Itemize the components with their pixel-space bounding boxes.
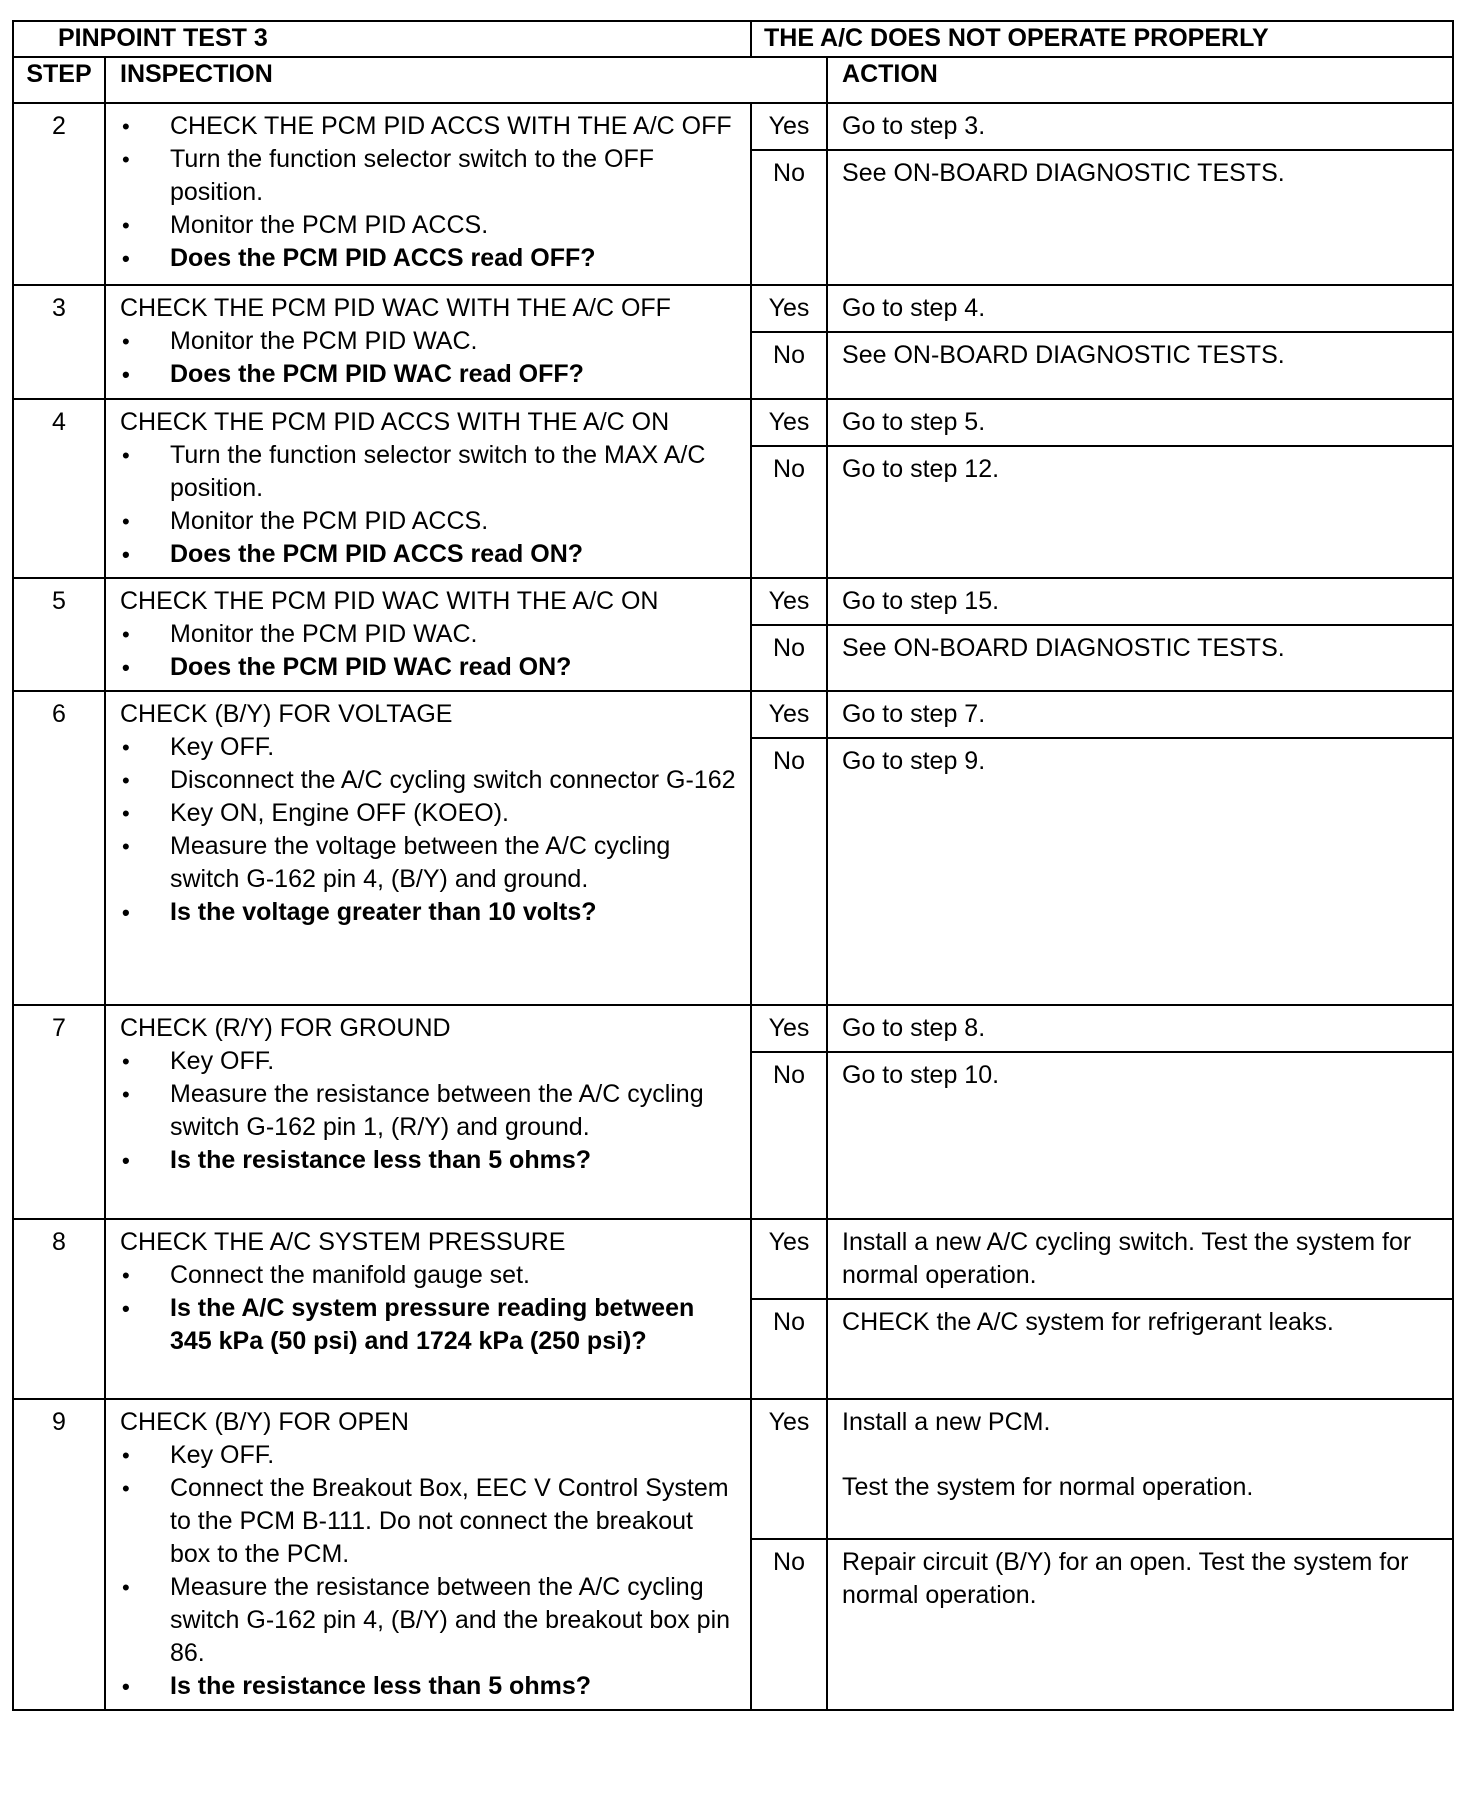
inspection-cell bbox=[105, 1005, 751, 1219]
inspection-bullet: • Key OFF. bbox=[120, 1439, 740, 1472]
test-header-row bbox=[13, 21, 1453, 57]
step-row-5 bbox=[13, 578, 1453, 625]
inspection-bullet: • Measure the resistance between the A/C cycling switch G-162 pin 4, (B/Y) and the breakout box pin 86. bbox=[120, 1571, 740, 1670]
step-row-3 bbox=[13, 285, 1453, 332]
inspection-cell bbox=[105, 578, 751, 691]
yes-action: Go to step 3. bbox=[827, 103, 1453, 150]
no-label: No bbox=[751, 150, 827, 285]
no-action: See ON-BOARD DIAGNOSTIC TESTS. bbox=[827, 625, 1453, 691]
step-number: 2 bbox=[13, 103, 105, 285]
inspection-cell bbox=[105, 691, 751, 1005]
test-label: PINPOINT TEST 3 bbox=[13, 21, 751, 57]
yes-action: Install a new PCM. bbox=[842, 1408, 1051, 1436]
inspection-question: • Does the PCM PID WAC read OFF? bbox=[120, 358, 740, 391]
step-row-4 bbox=[13, 399, 1453, 446]
inspection-question: • Is the A/C system pressure reading between 345 kPa (50 psi) and 1724 kPa (250 psi)? bbox=[120, 1292, 740, 1358]
yes-label: Yes bbox=[751, 285, 827, 332]
no-action: CHECK the A/C system for refrigerant leaks. bbox=[827, 1299, 1453, 1399]
pinpoint-test-sheet bbox=[12, 20, 1452, 1711]
inspection-cell bbox=[105, 399, 751, 578]
inspection-cell bbox=[105, 1399, 751, 1710]
step-row-6 bbox=[13, 691, 1453, 738]
inspection-bullet: • Monitor the PCM PID WAC. bbox=[120, 618, 740, 651]
no-label: No bbox=[751, 446, 827, 578]
no-label: No bbox=[751, 1539, 827, 1710]
col-step-header: STEP bbox=[13, 57, 105, 103]
yes-label: Yes bbox=[751, 1219, 827, 1299]
yes-action: Go to step 15. bbox=[827, 578, 1453, 625]
col-inspection-header: INSPECTION bbox=[105, 57, 827, 103]
no-label: No bbox=[751, 332, 827, 399]
step-number: 5 bbox=[13, 578, 105, 691]
inspection-bullet: • Key OFF. bbox=[120, 731, 740, 764]
inspection-title: CHECK THE PCM PID WAC WITH THE A/C OFF bbox=[120, 294, 671, 322]
inspection-bullet: • Measure the resistance between the A/C cycling switch G-162 pin 1, (R/Y) and ground. bbox=[120, 1078, 740, 1144]
yes-action-followup: Test the system for normal operation. bbox=[842, 1473, 1254, 1501]
inspection-bullet: • Disconnect the A/C cycling switch connector G-162 bbox=[120, 764, 740, 797]
yes-action: Go to step 7. bbox=[827, 691, 1453, 738]
inspection-question: • Is the resistance less than 5 ohms? bbox=[120, 1670, 740, 1703]
yes-action: Go to step 5. bbox=[827, 399, 1453, 446]
no-action: Go to step 9. bbox=[827, 738, 1453, 1005]
yes-label: Yes bbox=[751, 103, 827, 150]
yes-label: Yes bbox=[751, 399, 827, 446]
step-row-2 bbox=[13, 103, 1453, 150]
step-row-7 bbox=[13, 1005, 1453, 1052]
no-action: Repair circuit (B/Y) for an open. Test the system for normal operation. bbox=[827, 1539, 1453, 1710]
no-action: Go to step 12. bbox=[827, 446, 1453, 578]
step-number: 7 bbox=[13, 1005, 105, 1219]
inspection-question: • Does the PCM PID ACCS read ON? bbox=[120, 538, 740, 571]
inspection-cell bbox=[105, 285, 751, 399]
inspection-title: CHECK (B/Y) FOR OPEN bbox=[120, 1408, 409, 1436]
step-number: 6 bbox=[13, 691, 105, 1005]
inspection-title: CHECK (B/Y) FOR VOLTAGE bbox=[120, 700, 453, 728]
inspection-bullet: • Connect the manifold gauge set. bbox=[120, 1259, 740, 1292]
inspection-bullet: • Monitor the PCM PID ACCS. bbox=[120, 505, 740, 538]
no-label: No bbox=[751, 1052, 827, 1219]
inspection-bullet: • Turn the function selector switch to the OFF position. bbox=[120, 143, 740, 209]
inspection-bullet: • CHECK THE PCM PID ACCS WITH THE A/C OFF bbox=[120, 110, 740, 143]
yes-action: Install a new A/C cycling switch. Test the system for normal operation. bbox=[827, 1219, 1453, 1299]
inspection-question: • Is the resistance less than 5 ohms? bbox=[120, 1144, 740, 1177]
step-row-8 bbox=[13, 1219, 1453, 1299]
inspection-bullet: • Key ON, Engine OFF (KOEO). bbox=[120, 797, 740, 830]
inspection-title: CHECK THE A/C SYSTEM PRESSURE bbox=[120, 1228, 566, 1256]
no-label: No bbox=[751, 738, 827, 1005]
step-number: 9 bbox=[13, 1399, 105, 1710]
yes-action: Go to step 8. bbox=[827, 1005, 1453, 1052]
inspection-bullet: • Key OFF. bbox=[120, 1045, 740, 1078]
yes-label: Yes bbox=[751, 1005, 827, 1052]
col-action-header: ACTION bbox=[827, 57, 1453, 103]
inspection-bullet: • Turn the function selector switch to the MAX A/C position. bbox=[120, 439, 740, 505]
inspection-title: CHECK THE PCM PID WAC WITH THE A/C ON bbox=[120, 587, 659, 615]
step-number: 8 bbox=[13, 1219, 105, 1399]
column-header-row bbox=[13, 57, 1453, 103]
step-row-9 bbox=[13, 1399, 1453, 1539]
yes-label: Yes bbox=[751, 578, 827, 625]
inspection-cell bbox=[105, 1219, 751, 1399]
inspection-bullet: • Monitor the PCM PID ACCS. bbox=[120, 209, 740, 242]
yes-action-cell bbox=[827, 1399, 1453, 1539]
step-number: 4 bbox=[13, 399, 105, 578]
inspection-bullet: • Monitor the PCM PID WAC. bbox=[120, 325, 740, 358]
inspection-question: • Does the PCM PID WAC read ON? bbox=[120, 651, 740, 684]
inspection-title: CHECK THE PCM PID ACCS WITH THE A/C ON bbox=[120, 408, 670, 436]
no-action: See ON-BOARD DIAGNOSTIC TESTS. bbox=[827, 150, 1453, 285]
no-action: See ON-BOARD DIAGNOSTIC TESTS. bbox=[827, 332, 1453, 399]
inspection-question: • Is the voltage greater than 10 volts? bbox=[120, 896, 740, 929]
no-label: No bbox=[751, 1299, 827, 1399]
pinpoint-table bbox=[12, 20, 1454, 1711]
inspection-question: • Does the PCM PID ACCS read OFF? bbox=[120, 242, 740, 275]
inspection-bullet: • Connect the Breakout Box, EEC V Control System to the PCM B-111. Do not connect the breakout box to the PCM. bbox=[120, 1472, 740, 1571]
step-number: 3 bbox=[13, 285, 105, 399]
no-label: No bbox=[751, 625, 827, 691]
inspection-title: CHECK (R/Y) FOR GROUND bbox=[120, 1014, 451, 1042]
inspection-bullet: • Measure the voltage between the A/C cycling switch G-162 pin 4, (B/Y) and ground. bbox=[120, 830, 740, 896]
yes-label: Yes bbox=[751, 1399, 827, 1539]
no-action: Go to step 10. bbox=[827, 1052, 1453, 1219]
yes-label: Yes bbox=[751, 691, 827, 738]
yes-action: Go to step 4. bbox=[827, 285, 1453, 332]
inspection-cell bbox=[105, 103, 751, 285]
test-title: THE A/C DOES NOT OPERATE PROPERLY bbox=[751, 21, 1453, 57]
